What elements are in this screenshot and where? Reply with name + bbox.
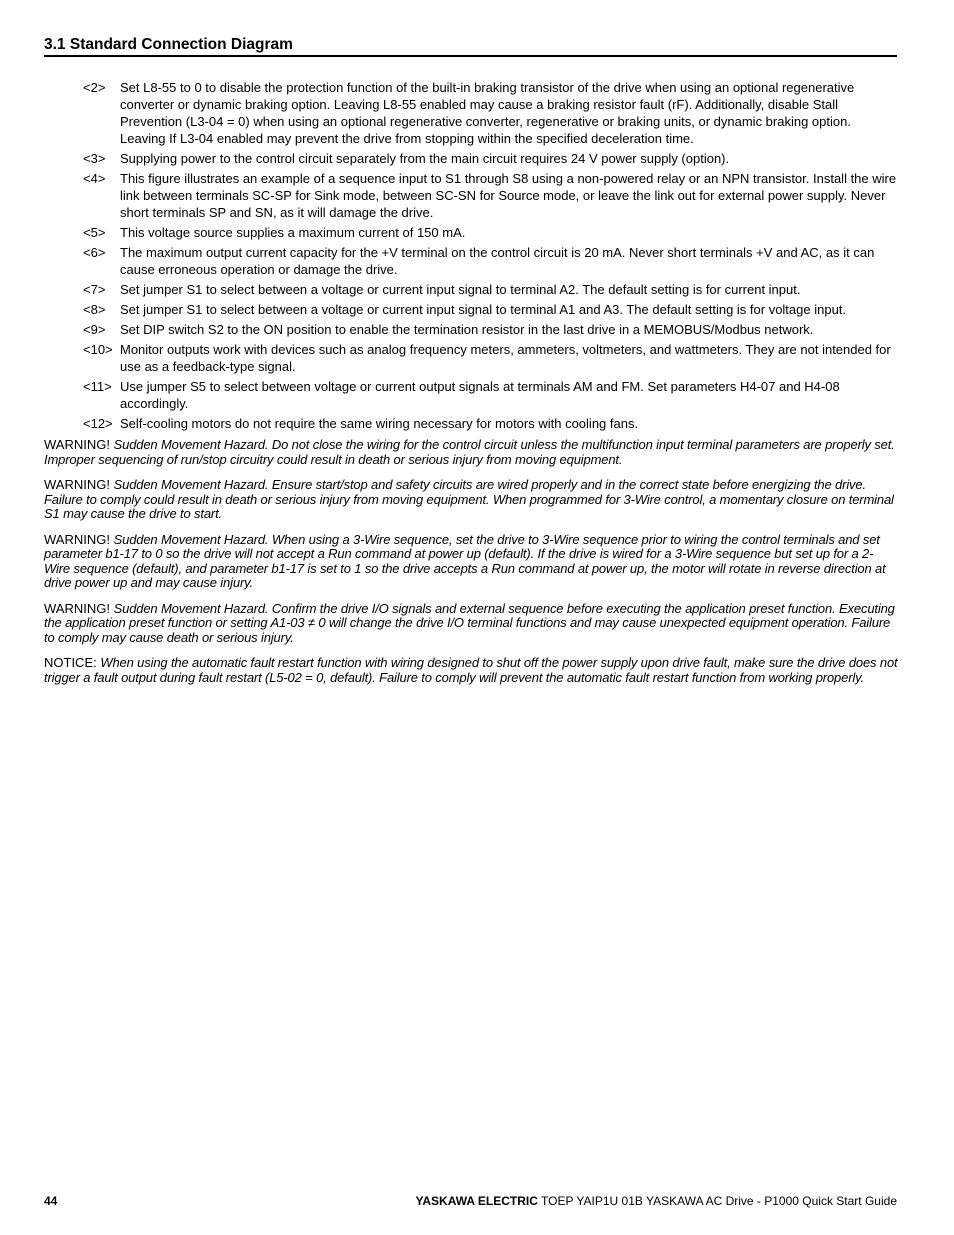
warning-text: Sudden Movement Hazard. When using a 3-Wire sequence, set the drive to 3-Wire sequence prior to wiring the control terminals and set parameter b1-17 to 0 so the drive will not accept a Run command at power up (default). If the drive is wired for a 3-Wire sequence but set up for a 2-Wire sequence (default), and parameter b1-17 is set to 1 so the drive accepts a Run command at power up, the motor will rotate in reverse direction at drive power up and may cause injury. (44, 531, 886, 590)
note-text: Monitor outputs work with devices such as analog frequency meters, ammeters, voltmeters, and wattmeters. They are not intended for use as a feedback-type signal. (120, 342, 891, 374)
warning-block (44, 602, 898, 646)
note-number: <9> (83, 322, 106, 337)
note-item (83, 170, 897, 221)
section-title: 3.1 Standard Connection Diagram (44, 36, 293, 53)
note-text: Set jumper S1 to select between a voltage or current input signal to terminal A2. The default setting is for current input. (120, 282, 801, 297)
warning-text: Sudden Movement Hazard. Do not close the wiring for the control circuit unless the multifunction input terminal parameters are properly set. Improper sequencing of run/stop circuitry could result in death or serious injury from moving equipment. (44, 437, 895, 467)
warning-text: Sudden Movement Hazard. Confirm the drive I/O signals and external sequence before executing the application preset function. Executing the application preset function or setting A1-03 ≠ 0 will change the drive I/O terminal functions and may cause unexpected equipment operation. Failure to comply may cause death or serious injury. (44, 600, 895, 645)
warnings-section (44, 438, 898, 696)
note-item (83, 281, 897, 298)
note-number: <3> (83, 151, 106, 166)
footer-doc-title: TOEP YAIP1U 01B YASKAWA AC Drive - P1000 Quick Start Guide (541, 1194, 897, 1208)
note-text: Self-cooling motors do not require the same wiring necessary for motors with cooling fans. (120, 416, 639, 431)
note-text: Set L8-55 to 0 to disable the protection function of the built-in braking transistor of the drive when using an optional regenerative converter or dynamic braking option. Leaving L8-55 enabled may cause a braking resistor fault (rF). Additionally, disable Stall Prevention (L3-04 = 0) when using an optional regenerative converter, regenerative or braking units, or dynamic braking option. Leaving If L3-04 enabled may prevent the drive from stopping within the specified deceleration time. (120, 80, 855, 146)
note-item (83, 415, 897, 432)
footer-doc-info (415, 1194, 897, 1209)
notice-block (44, 656, 898, 685)
note-item (83, 224, 897, 241)
note-number: <12> (83, 416, 113, 431)
note-text: Set jumper S1 to select between a voltage or current input signal to terminal A1 and A3. The default setting is for voltage input. (120, 302, 847, 317)
warning-label: WARNING! (44, 531, 110, 547)
warning-block (44, 533, 898, 591)
note-item (83, 301, 897, 318)
note-number: <5> (83, 225, 106, 240)
note-item (83, 150, 897, 167)
warning-block (44, 478, 898, 522)
section-header (44, 35, 897, 57)
warning-label: WARNING! (44, 600, 110, 616)
note-number: <7> (83, 282, 106, 297)
note-number: <11> (83, 379, 112, 394)
note-text: Supplying power to the control circuit separately from the main circuit requires 24 V power supply (option). (120, 151, 730, 166)
note-number: <2> (83, 80, 106, 95)
warning-block (44, 438, 898, 467)
note-number: <8> (83, 302, 106, 317)
note-text: The maximum output current capacity for the +V terminal on the control circuit is 20 mA. Never short terminals +V and AC, as it can cause erroneous operation or damage the drive. (120, 245, 875, 277)
note-item (83, 341, 897, 375)
warning-label: WARNING! (44, 477, 110, 492)
warning-label: WARNING! (44, 437, 110, 452)
notice-text: When using the automatic fault restart function with wiring designed to shut off the power supply upon drive fault, make sure the drive does not trigger a fault output during fault restart (L5-02 = 0, default). Failure to comply will prevent the automatic fault restart function from working properly. (44, 655, 898, 685)
note-text: Set DIP switch S2 to the ON position to enable the termination resistor in the last drive in a MEMOBUS/Modbus network. (120, 322, 814, 337)
warning-text: Sudden Movement Hazard. Ensure start/stop and safety circuits are wired properly and in the correct state before energizing the drive. Failure to comply could result in death or serious injury from moving equipment. When programmed for 3-Wire control, a momentary closure on terminal S1 may cause the drive to start. (44, 477, 894, 521)
note-item (83, 378, 897, 412)
page-number: 44 (44, 1194, 58, 1208)
note-item (83, 244, 897, 278)
footer-brand: YASKAWA ELECTRIC (415, 1194, 538, 1208)
note-text: This figure illustrates an example of a sequence input to S1 through S8 using a non-powered relay or an NPN transistor. Install the wire link between terminals SC-SP for Sink mode, between SC-SN for Source mode, or leave the link out for external power supply. Never short terminals SP and SN, as it will damage the drive. (120, 171, 897, 220)
note-item (83, 321, 897, 338)
note-item (83, 79, 897, 147)
notice-label: NOTICE: (44, 655, 97, 670)
notes-list (83, 79, 897, 435)
note-text: This voltage source supplies a maximum current of 150 mA. (120, 225, 466, 240)
note-number: <10> (83, 342, 113, 357)
note-number: <6> (83, 245, 106, 260)
note-number: <4> (83, 171, 106, 186)
note-text: Use jumper S5 to select between voltage or current output signals at terminals AM and FM. Set parameters H4-07 and H4-08 accordingly. (120, 379, 840, 411)
